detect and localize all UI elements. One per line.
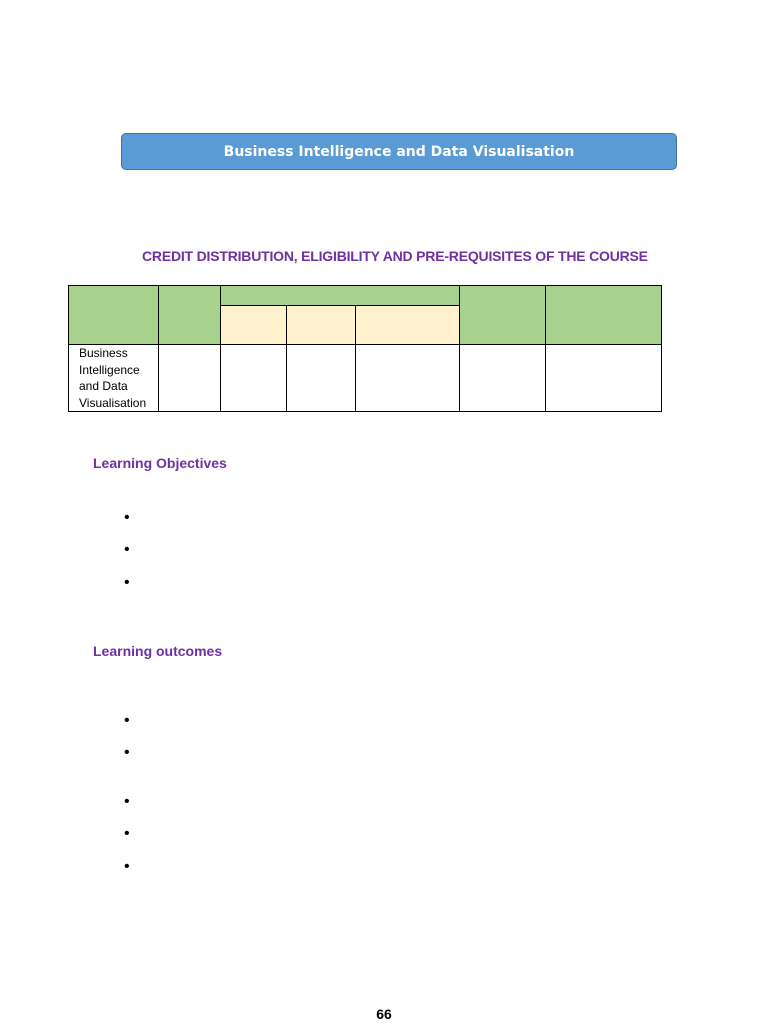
credit-distribution-table: [68, 285, 662, 412]
course-title-banner: [121, 133, 677, 170]
header-cell-credits: [159, 286, 221, 345]
subheader-cell-tutorial: [287, 306, 356, 345]
eligibility-cell: [460, 345, 546, 412]
lecture-cell: [221, 345, 287, 412]
header-cell-eligibility: [460, 286, 546, 345]
learning-objectives-heading: Learning Objectives: [93, 455, 227, 471]
credits-cell: [159, 345, 221, 412]
subheader-cell-lecture: [221, 306, 287, 345]
outcome-bullet: •: [124, 712, 130, 729]
subheader-cell-practical: [356, 306, 460, 345]
course-name-cell: Business Intelligence and Data Visualisation: [69, 345, 159, 412]
tutorial-cell: [287, 345, 356, 412]
table-header-row: [69, 286, 662, 306]
header-cell-credit-distribution: [221, 286, 460, 306]
page-number: 66: [376, 1006, 392, 1022]
outcome-bullet: •: [124, 744, 130, 761]
prerequisite-cell: [546, 345, 662, 412]
outcome-bullet: •: [124, 793, 130, 810]
course-title: Business Intelligence and Data Visualisation: [223, 143, 575, 160]
practical-cell: [356, 345, 460, 412]
outcome-bullet: •: [124, 858, 130, 875]
outcome-bullet: •: [124, 825, 130, 842]
header-cell-course-title: [69, 286, 159, 345]
credit-distribution-heading: CREDIT DISTRIBUTION, ELIGIBILITY AND PRE-REQUISITES OF THE COURSE: [142, 248, 648, 264]
objective-bullet: •: [124, 541, 130, 558]
learning-outcomes-heading: Learning outcomes: [93, 643, 223, 659]
table-row: [69, 345, 662, 412]
objective-bullet: •: [124, 509, 130, 526]
objective-bullet: •: [124, 574, 130, 591]
header-cell-prerequisite: [546, 286, 662, 345]
